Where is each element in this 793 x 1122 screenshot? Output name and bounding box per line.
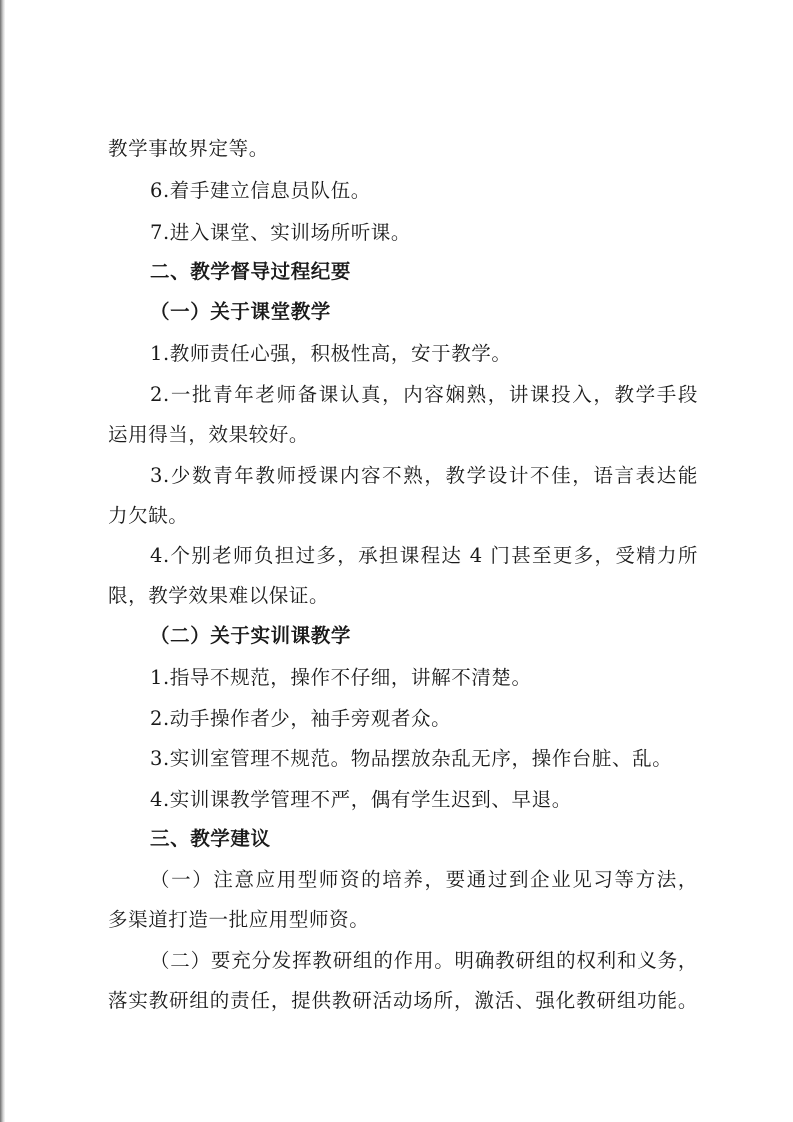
section-heading-2: 二、教学督导过程纪要 [150,260,352,283]
classroom-item-3-line-1: 3.少数青年教师授课内容不熟，教学设计不佳，语言表达能 [150,464,698,487]
text-line-continuation: 教学事故界定等。 [108,137,269,160]
classroom-item-2-line-1: 2.一批青年老师备课认真，内容娴熟，讲课投入，教学手段 [150,383,698,406]
list-item-7: 7.进入课堂、实训场所听课。 [150,221,412,244]
practical-item-3: 3.实训室管理不规范。物品摆放杂乱无序，操作台脏、乱。 [150,747,673,770]
suggestion-1-line-2: 多渠道打造一批应用型师资。 [108,908,370,931]
subsection-heading-classroom: （一）关于课堂教学 [150,300,331,323]
classroom-item-3-line-2: 力欠缺。 [108,504,189,527]
practical-item-4: 4.实训课教学管理不严，偶有学生迟到、早退。 [150,788,572,811]
section-heading-3: 三、教学建议 [150,827,271,850]
list-item-6: 6.着手建立信息员队伍。 [150,179,371,202]
suggestion-2-line-2: 落实教研组的责任，提供教研活动场所，激活、强化教研组功能。 [108,989,698,1012]
suggestion-2-line-1: （二）要充分发挥教研组的作用。明确教研组的权利和义务， [150,949,698,972]
classroom-item-1: 1.教师责任心强，积极性高，安于教学。 [150,342,512,365]
practical-item-2: 2.动手操作者少，袖手旁观者众。 [150,707,452,730]
classroom-item-4-line-2: 限，教学效果难以保证。 [108,584,330,607]
classroom-item-4-line-1: 4.个别老师负担过多，承担课程达 4 门甚至更多，受精力所 [150,544,698,567]
practical-item-1: 1.指导不规范，操作不仔细，讲解不清楚。 [150,666,532,689]
classroom-item-2-line-2: 运用得当，效果较好。 [108,423,310,446]
suggestion-1-line-1: （一）注意应用型师资的培养，要通过到企业见习等方法， [150,868,698,891]
subsection-heading-practical: （二）关于实训课教学 [150,624,352,647]
